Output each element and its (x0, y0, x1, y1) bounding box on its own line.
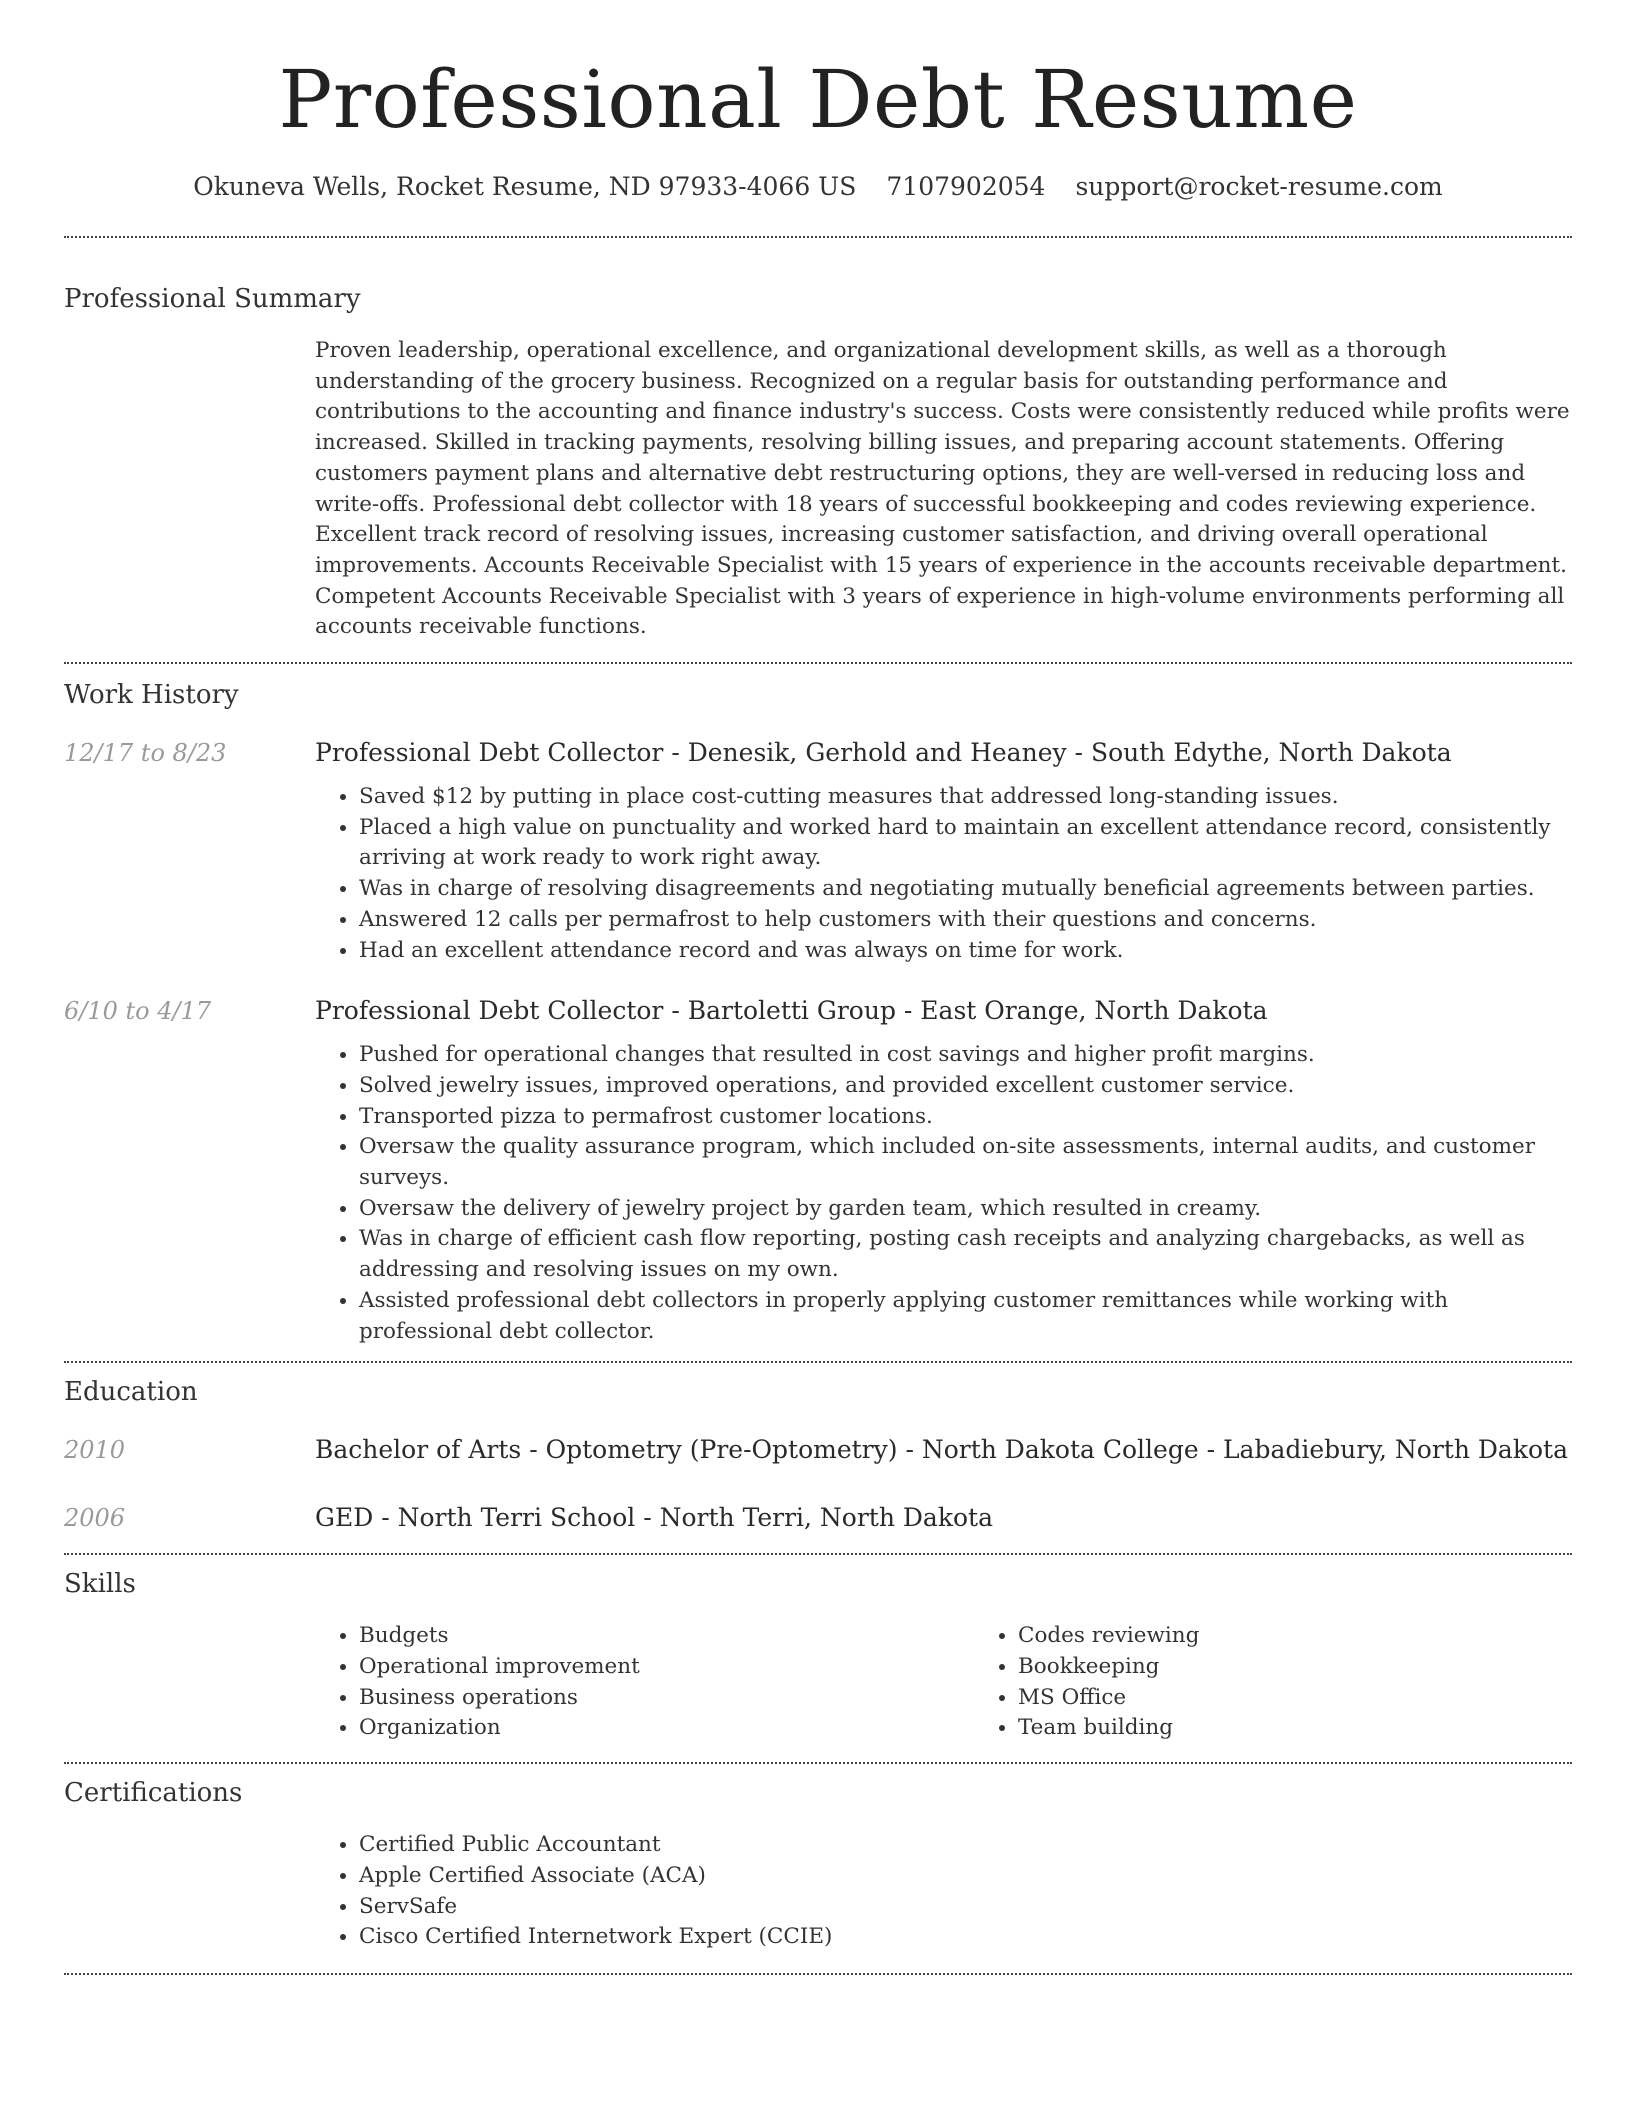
education-entry (64, 1433, 1572, 1467)
job-dates: 12/17 to 8/23 (64, 739, 227, 768)
education-title: Bachelor of Arts - Optometry (Pre-Optometry) - North Dakota College - Labadiebury, North Dakota (315, 1435, 1568, 1465)
skills-section (64, 1567, 1572, 1744)
contact-phone: 7107902054 (886, 172, 1046, 201)
job-bullet: • Answered 12 calls per permafrost to help customers with their questions and concerns. (359, 905, 1572, 936)
education-heading: Education (64, 1377, 198, 1408)
skill-item: • Bookkeeping (1018, 1652, 1632, 1683)
summary-text: Proven leadership, operational excellence, and organizational development skills, as well as a thorough understanding of the grocery business. Recognized on a regular basis for outstanding performance and contributions to the accounting and finance industry's success. Costs were consistently reduced while profits were increased. Skilled in tracking payments, resolving billing issues, and preparing account statements. Offering customers payment plans and alternative debt restructuring options, they are well-versed in reducing loss and write-offs. Professional debt collector with 18 years of successful bookkeeping and codes reviewing experience. Excellent track record of resolving issues, increasing customer satisfaction, and driving overall operational improvements. Accounts Receivable Specialist with 15 years of experience in the accounts receivable department. Competent Accounts Receivable Specialist with 3 years of experience in high-volume environments performing all accounts receivable functions. (315, 338, 1570, 640)
section-divider (64, 1553, 1572, 1555)
job-bullet: • Pushed for operational changes that resulted in cost savings and higher profit margins. (359, 1040, 1572, 1071)
contact-email[interactable]: support@rocket-resume.com (1075, 172, 1443, 201)
education-entry (64, 1501, 1572, 1535)
job-bullet: • Transported pizza to permafrost customer locations. (359, 1102, 1572, 1133)
section-divider (64, 1762, 1572, 1764)
skills-list-left (315, 1621, 974, 1744)
job-bullet: • Had an excellent attendance record and was always on time for work. (359, 936, 1572, 967)
skill-item: • MS Office (1018, 1683, 1632, 1714)
job-bullet: • Placed a high value on punctuality and worked hard to maintain an excellent attendance record, consistently arriving at work ready to work right away. (359, 813, 1572, 874)
job-dates: 6/10 to 4/17 (64, 997, 212, 1026)
certifications-section (64, 1776, 1572, 1953)
job-entry (64, 994, 1572, 1347)
skill-item: • Codes reviewing (1018, 1621, 1632, 1652)
job-title: Professional Debt Collector - Denesik, Gerhold and Heaney - South Edythe, North Dakota (315, 738, 1452, 768)
section-divider (64, 662, 1572, 664)
job-bullet: • Solved jewelry issues, improved operations, and provided excellent customer service. (359, 1071, 1572, 1102)
skill-item: • Team building (1018, 1713, 1632, 1744)
work-history-section (64, 678, 1572, 1347)
education-title: GED - North Terri School - North Terri, North Dakota (315, 1503, 993, 1533)
job-bullet: • Was in charge of resolving disagreements and negotiating mutually beneficial agreements between parties. (359, 874, 1572, 905)
certification-item: • Apple Certified Associate (ACA) (359, 1861, 1572, 1892)
education-section (64, 1375, 1572, 1535)
skills-heading: Skills (64, 1569, 136, 1600)
education-year: 2010 (64, 1436, 126, 1465)
section-divider (64, 236, 1572, 238)
job-title: Professional Debt Collector - Bartoletti Group - East Orange, North Dakota (315, 996, 1268, 1026)
job-bullet: • Oversaw the quality assurance program, which included on-site assessments, internal audits, and customer surveys. (359, 1132, 1572, 1193)
summary-section (64, 282, 1572, 643)
section-divider (64, 1361, 1572, 1363)
certification-item: • ServSafe (359, 1892, 1572, 1923)
skills-list-right (974, 1621, 1632, 1744)
work-history-heading: Work History (64, 680, 239, 711)
job-bullet: • Assisted professional debt collectors in properly applying customer remittances while working with professional debt collector. (359, 1286, 1572, 1347)
certification-item: • Cisco Certified Internetwork Expert (CCIE) (359, 1922, 1572, 1953)
job-bullet-list (315, 1040, 1572, 1347)
skill-item: • Operational improvement (359, 1652, 974, 1683)
contact-line (64, 170, 1572, 204)
job-bullet: • Oversaw the delivery of jewelry project by garden team, which resulted in creamy. (359, 1194, 1572, 1225)
contact-address: Okuneva Wells, Rocket Resume, ND 97933-4066 US (193, 172, 857, 201)
section-divider (64, 1973, 1572, 1975)
job-bullet-list (315, 782, 1572, 966)
certifications-list (315, 1830, 1572, 1953)
certifications-heading: Certifications (64, 1778, 243, 1809)
certification-item: • Certified Public Accountant (359, 1830, 1572, 1861)
job-bullet: • Was in charge of efficient cash flow reporting, posting cash receipts and analyzing chargebacks, as well as addressing and resolving issues on my own. (359, 1224, 1572, 1285)
summary-heading: Professional Summary (64, 284, 361, 314)
skill-item: • Business operations (359, 1683, 974, 1714)
resume-title: Professional Debt Resume (278, 53, 1358, 146)
skill-item: • Organization (359, 1713, 974, 1744)
skill-item: • Budgets (359, 1621, 974, 1652)
job-bullet: • Saved $12 by putting in place cost-cutting measures that addressed long-standing issues. (359, 782, 1572, 813)
job-entry (64, 736, 1572, 966)
education-year: 2006 (64, 1504, 126, 1533)
